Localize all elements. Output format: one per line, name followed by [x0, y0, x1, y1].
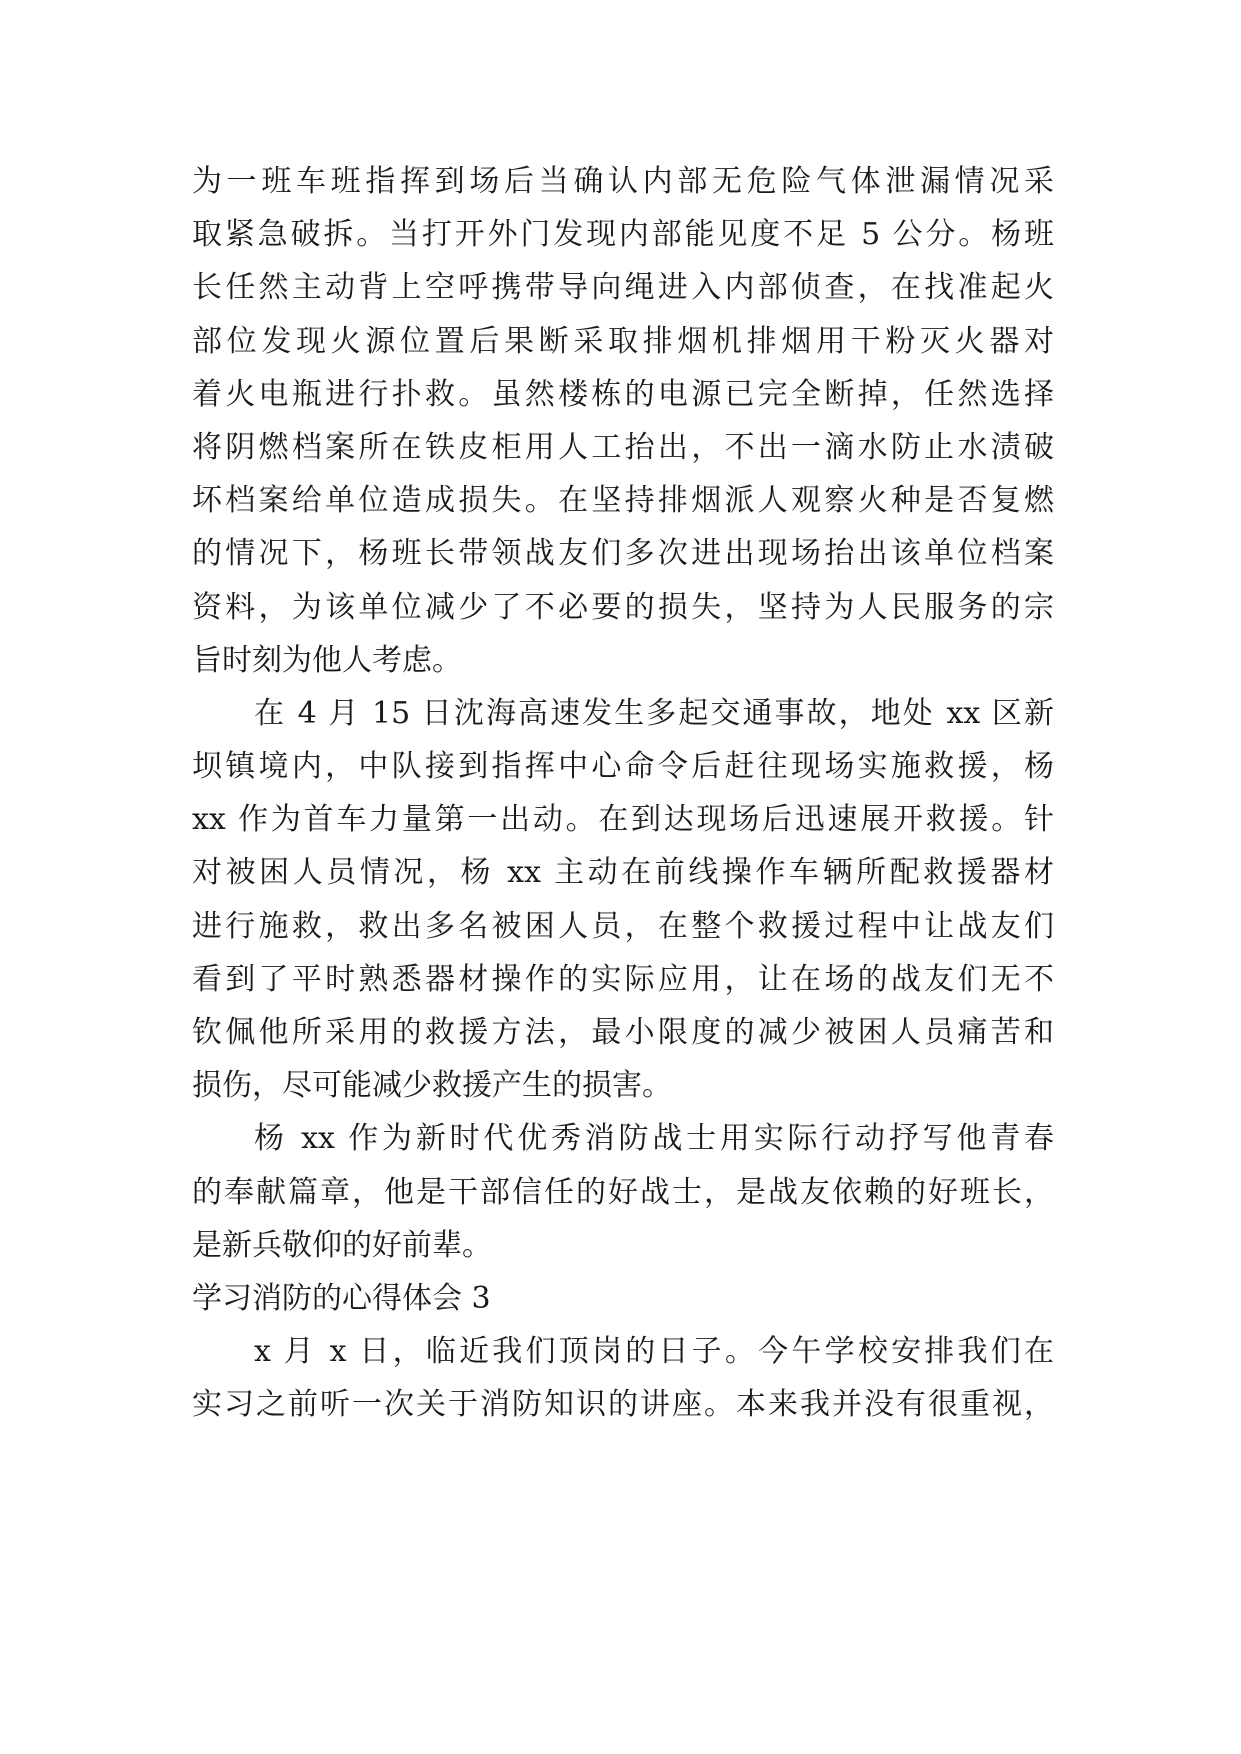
text-line: 进行施救，救出多名被困人员，在整个救援过程中让战友们 — [192, 908, 1054, 944]
text-line: 是新兵敬仰的好前辈。 — [192, 1227, 492, 1263]
text-line: 钦佩他所采用的救援方法，最小限度的减少被困人员痛苦和 — [192, 1015, 1054, 1050]
text-line: 对被困人员情况，杨 xx 主动在前线操作车辆所配救援器材 — [192, 855, 1054, 891]
text-line: 的奉献篇章，他是干部信任的好战士，是战友依赖的好班长， — [192, 1174, 1054, 1210]
text-line: 坝镇境内，中队接到指挥中心命令后赶往现场实施救援，杨 — [192, 749, 1054, 785]
paragraph — [192, 155, 1054, 687]
section-heading: 学习消防的心得体会 3 — [192, 1280, 491, 1316]
text-line: 为一班车班指挥到场后当确认内部无危险气体泄漏情况采 — [192, 164, 1054, 199]
text-line: x 月 x 日，临近我们顶岗的日子。今午学校安排我们在 — [254, 1334, 1054, 1370]
text-line: 着火电瓶进行扑救。虽然楼栋的电源已完全断掉，任然选择 — [192, 376, 1054, 412]
text-line: 旨时刻为他人考虑。 — [192, 642, 462, 678]
paragraph — [192, 1325, 1054, 1431]
text-line: 在 4 月 15 日沈海高速发生多起交通事故，地处 xx 区新 — [254, 695, 1054, 731]
text-line: 长任然主动背上空呼携带导向绳进入内部侦查，在找准起火 — [192, 270, 1054, 306]
text-line: 损伤，尽可能减少救援产生的损害。 — [192, 1068, 672, 1104]
paragraph — [192, 687, 1054, 1113]
text-line: 坏档案给单位造成损失。在坚持排烟派人观察火种是否复燃 — [192, 483, 1054, 519]
text-line: 的情况下，杨班长带领战友们多次进出现场抬出该单位档案 — [192, 536, 1054, 572]
text-line: 杨 xx 作为新时代优秀消防战士用实际行动抒写他青春 — [254, 1121, 1054, 1157]
text-line: 资料，为该单位减少了不必要的损失，坚持为人民服务的宗 — [192, 589, 1054, 625]
document-body — [192, 155, 1054, 1432]
text-line: xx 作为首车力量第一出动。在到达现场后迅速展开救援。针 — [192, 802, 1054, 838]
text-line: 取紧急破拆。当打开外门发现内部能见度不足 5 公分。杨班 — [192, 217, 1054, 253]
paragraph — [192, 1112, 1054, 1272]
text-line: 将阴燃档案所在铁皮柜用人工抬出，不出一滴水防止水渍破 — [192, 429, 1054, 465]
text-line: 实习之前听一次关于消防知识的讲座。本来我并没有很重视， — [192, 1387, 1054, 1423]
text-line: 看到了平时熟悉器材操作的实际应用，让在场的战友们无不 — [192, 961, 1054, 997]
text-line: 部位发现火源位置后果断采取排烟机排烟用干粉灭火器对 — [192, 323, 1054, 359]
